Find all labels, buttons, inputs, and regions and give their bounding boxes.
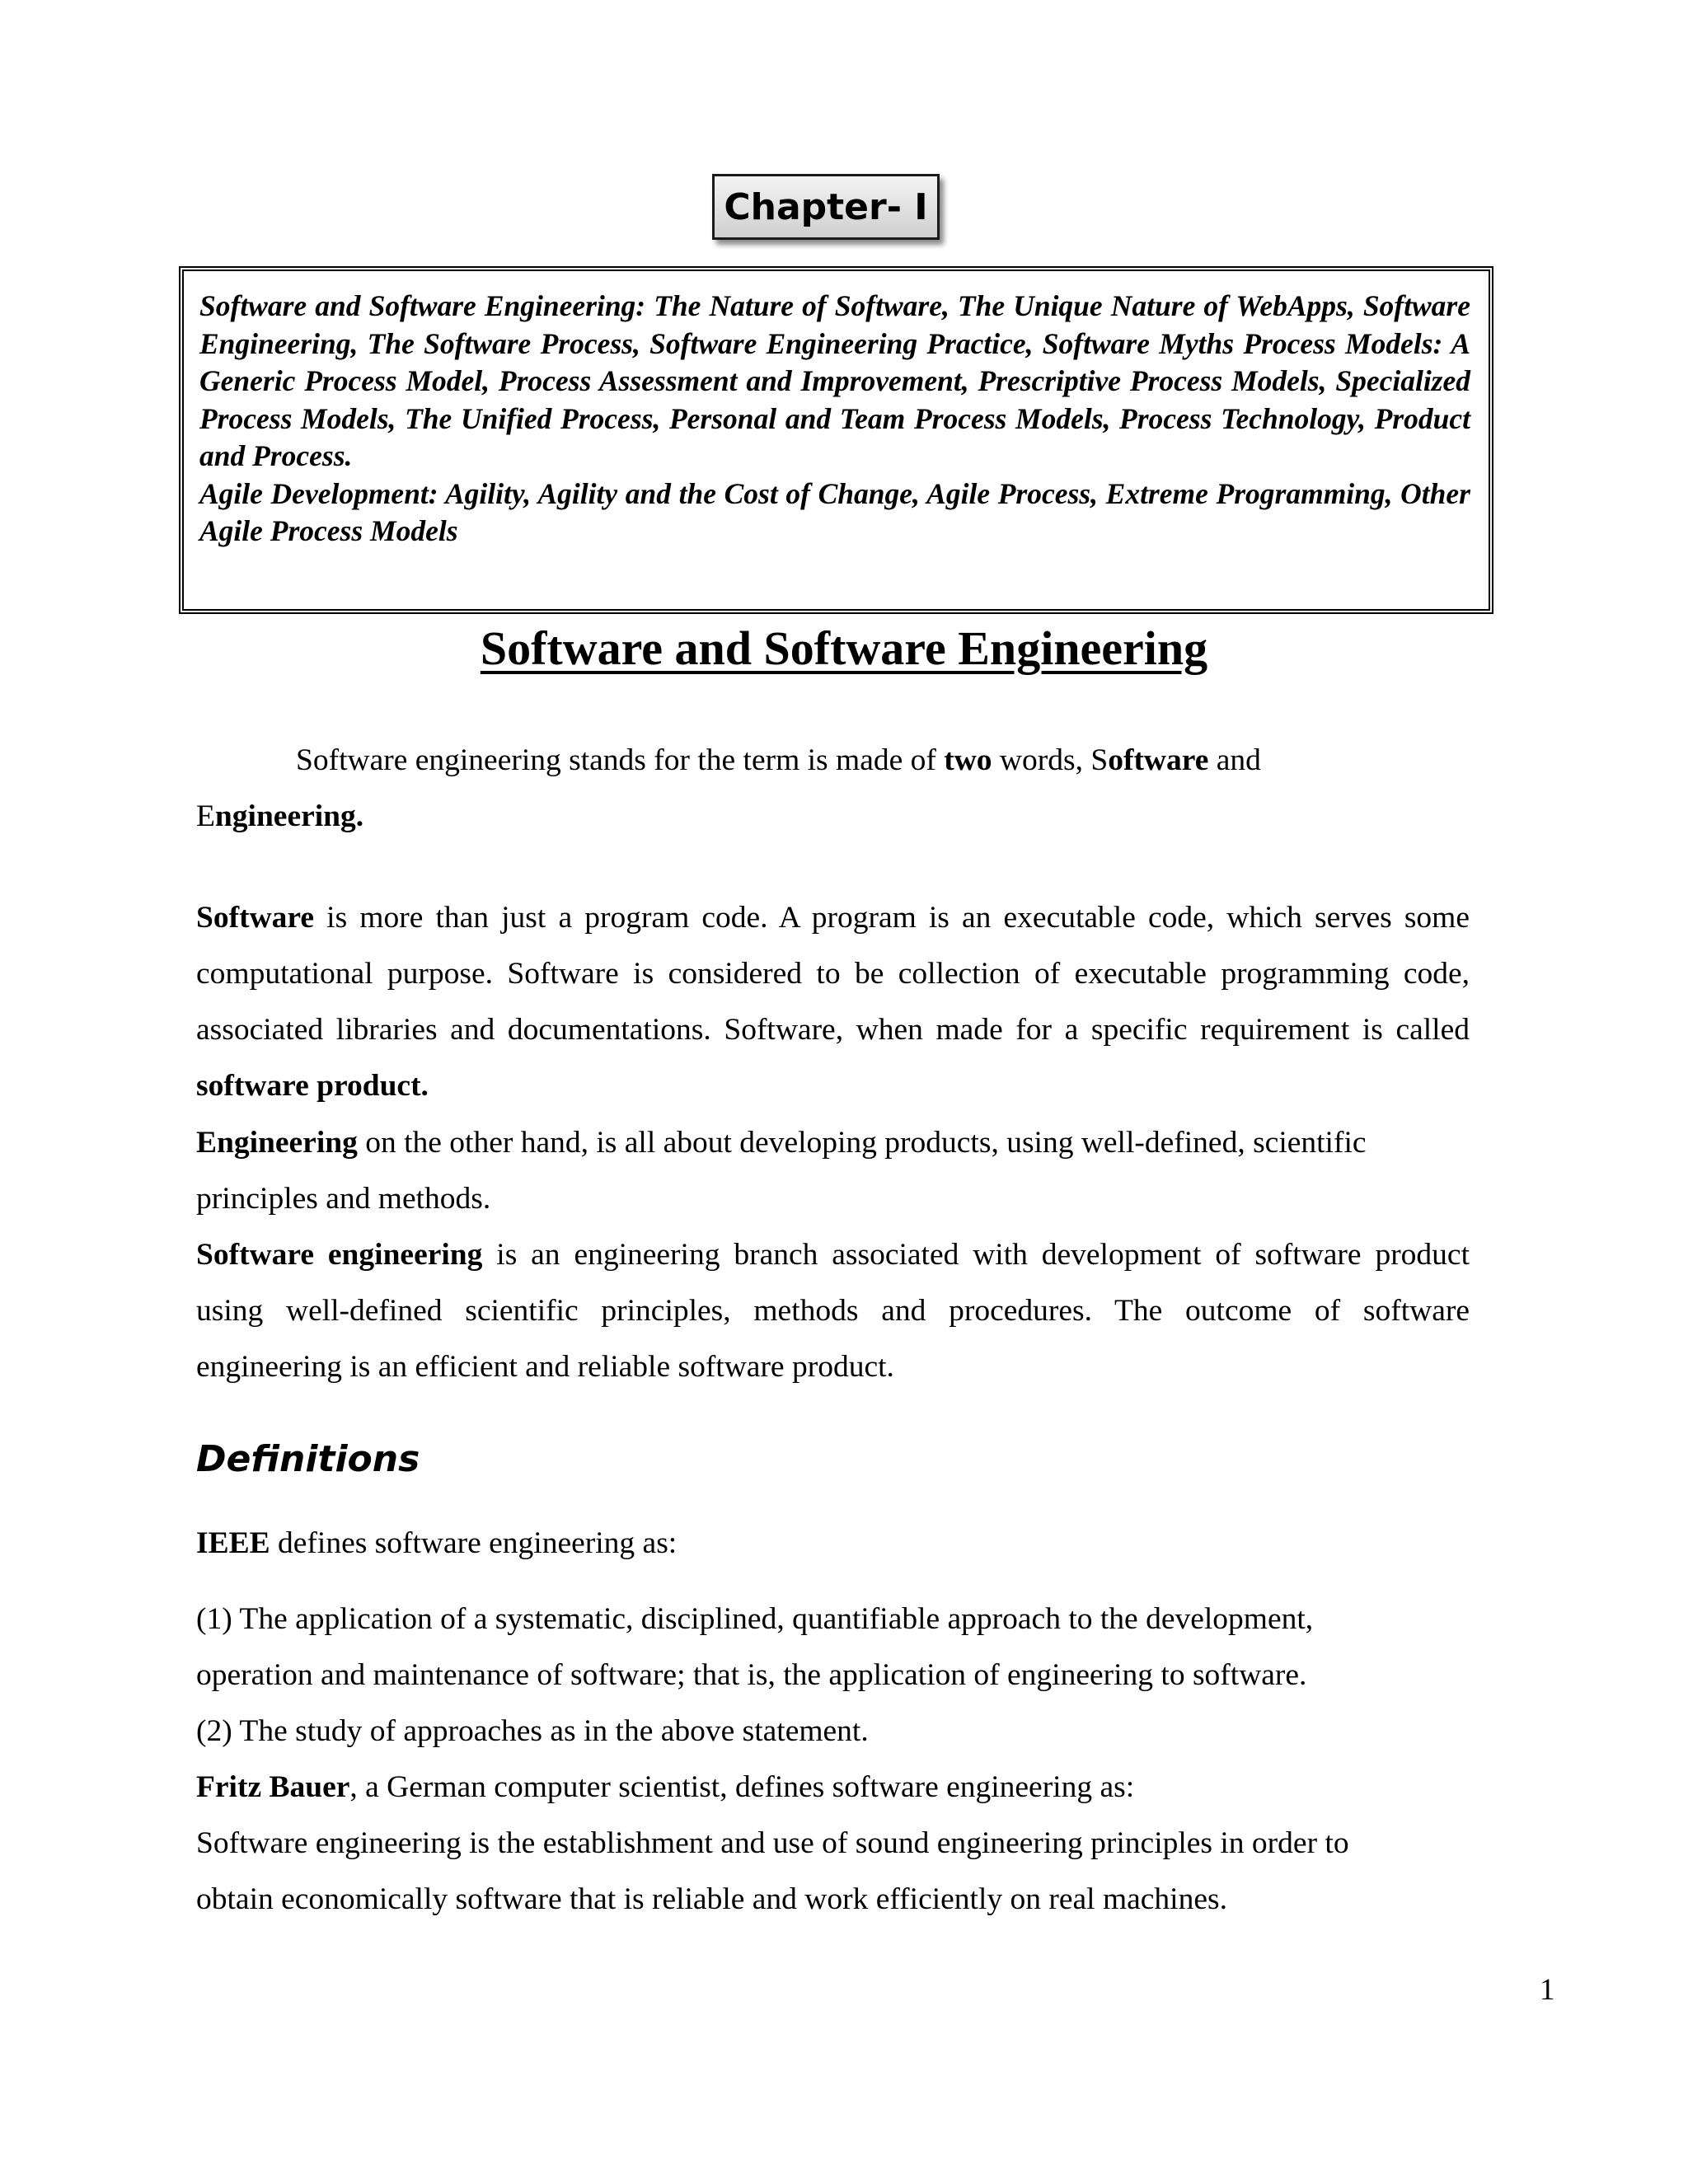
- definition-1-line-2: operation and maintenance of software; that is, the application of engineering to software.: [196, 1658, 1307, 1692]
- software-term: Software: [196, 901, 315, 935]
- definition-1-line-1: (1) The application of a systematic, disciplined, quantifiable approach to the development,: [196, 1602, 1314, 1636]
- ieee-term: IEEE: [196, 1526, 270, 1560]
- page-number: 1: [1540, 1973, 1555, 2007]
- engineering-paragraph: [196, 1115, 1470, 1227]
- chapter-label: [712, 174, 940, 240]
- intro-text-1: Software engineering stands for the term is made of: [296, 743, 945, 777]
- se-paragraph: [196, 1227, 1470, 1395]
- se-term: Software engineering: [196, 1238, 483, 1272]
- topics-paragraph-1: Software and Software Engineering: The Nature of Software, The Unique Nature of WebApps, Software Engineering, The Software Process, Software Engineering Practice, Software Myths Process Models: A Generic Process Model, Process Assessment and Improvement, Prescriptive Process Models, Specialized Process Models, The Unified Process, Personal and Team Process Models, Process Technology, Product and Process.: [199, 289, 1470, 472]
- intro-text-2: words, S: [992, 743, 1109, 777]
- topics-paragraph-2: Agile Development: Agility, Agility and the Cost of Change, Agile Process, Extreme Programming, Other Agile Process Models: [199, 476, 1470, 547]
- bauer-definition-line-2: obtain economically software that is reliable and work efficiently on real machines.: [196, 1882, 1227, 1916]
- se-description: is an engineering branch associated with development of software product using well-defined scientific principles, methods and procedures. The outcome of software engineering is an efficient and reliable software product.: [196, 1238, 1470, 1384]
- bauer-paragraph: [196, 1760, 1470, 1928]
- chapter-topics-box: [179, 266, 1493, 614]
- intro-text-4: E: [196, 799, 215, 833]
- bauer-name: Fritz Bauer: [196, 1770, 350, 1804]
- software-description: is more than just a program code. A program is an executable code, which serves some computational purpose. Software is considered to be collection of executable programming code, associated libraries and documentations. Software, when made for a specific requirement is called: [196, 901, 1470, 1047]
- intro-text-3: and: [1208, 743, 1261, 777]
- intro-bold-software: oftware: [1108, 743, 1209, 777]
- main-title: Software and Software Engineering: [480, 621, 1208, 675]
- bauer-definition-line-1: Software engineering is the establishment and use of sound engineering principles in order to: [196, 1826, 1349, 1860]
- bauer-text: , a German computer scientist, defines software engineering as:: [349, 1770, 1135, 1804]
- ieee-paragraph: [196, 1516, 1470, 1572]
- definition-1: [196, 1591, 1470, 1704]
- software-paragraph: [196, 890, 1470, 1114]
- engineering-term: Engineering: [196, 1126, 358, 1160]
- chapter-label-text: Chapter- I: [724, 185, 928, 228]
- software-product-term: software product.: [196, 1069, 429, 1103]
- ieee-text: defines software engineering as:: [270, 1526, 678, 1560]
- engineering-description: on the other hand, is all about developing products, using well-defined, scientific principles and methods.: [196, 1126, 1367, 1216]
- intro-bold-engineering: ngineering.: [214, 799, 364, 833]
- definitions-heading: Definitions: [196, 1438, 420, 1480]
- definition-2: (2) The study of approaches as in the above statement.: [196, 1714, 869, 1748]
- intro-paragraph: [196, 733, 1470, 845]
- intro-bold-two: two: [944, 743, 992, 777]
